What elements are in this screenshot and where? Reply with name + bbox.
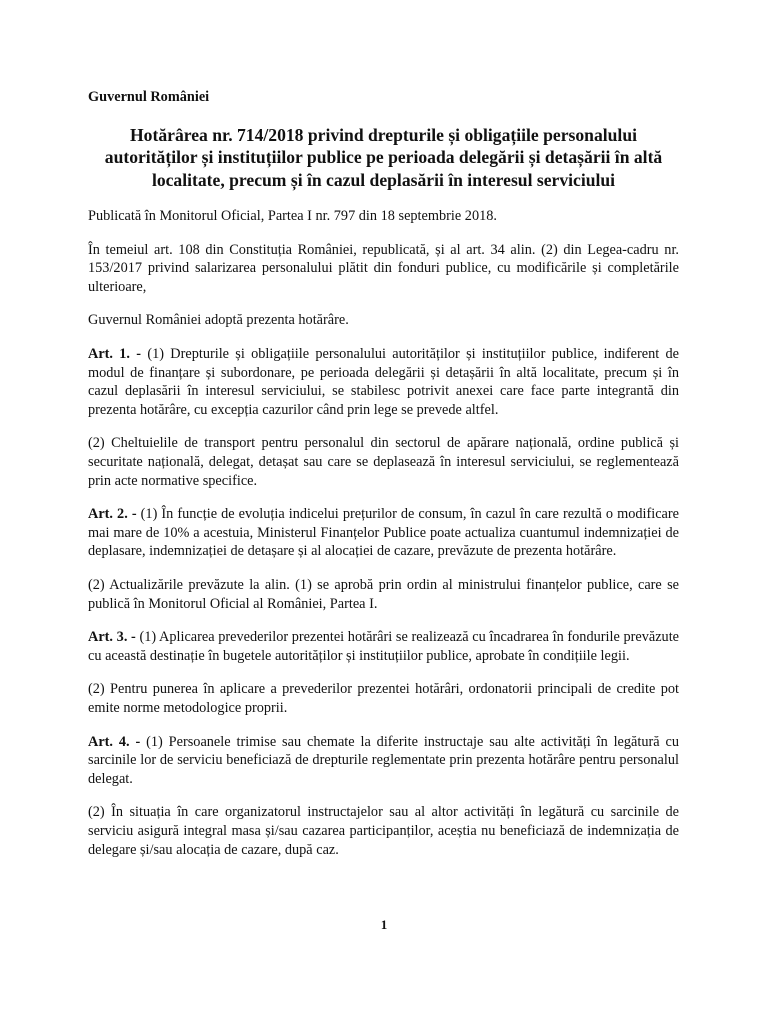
article-2-label: Art. 2. -	[88, 506, 137, 523]
article-4-paragraph-1-text: (1) Persoanele trimise sau chemate la diferite instructaje sau alte activități în legătură cu sarcinile lor de serviciu beneficiază de drepturile reglementate prin prezenta hotărâre pentru personalul delegat.	[88, 733, 679, 787]
article-1-paragraph-1	[88, 345, 679, 419]
article-3-paragraph-1-text: (1) Aplicarea prevederilor prezentei hotărâri se realizează cu încadrarea în fondurile prevăzute cu această destinație în bugetele autorităților și instituțiilor publice, aprobate în condițiile legii.	[88, 629, 680, 664]
article-1-paragraph-1-text: (1) Drepturile și obligațiile personalului autorităților și instituțiilor publice, indiferent de modul de finanțare și subordonare, pe perioada delegării și detașării în altă localitate, precum și în cazul deplasării în interesul serviciului, se stabilesc potrivit anexei care face parte integrantă din prezenta hotărâre, cu excepția cazurilor când prin lege se prevede altfel.	[88, 346, 679, 418]
article-4-label: Art. 4. -	[88, 733, 141, 750]
page-number: 1	[380, 917, 388, 932]
article-2-paragraph-1	[88, 505, 679, 561]
article-4-paragraph-1	[88, 733, 679, 789]
adoption-statement: Guvernul României adoptă prezenta hotărâre.	[88, 312, 349, 329]
article-1-paragraph-2: (2) Cheltuielile de transport pentru personalul din sectorul de apărare națională, ordine publică și securitate națională, delegat, detașat sau care se deplasează în interesul serviciului, se reglementează prin acte normative specifice.	[88, 435, 679, 489]
article-3-paragraph-2: (2) Pentru punerea în aplicare a prevederilor prezentei hotărâri, ordonatorii principali de credite pot emite norme metodologice proprii.	[88, 681, 679, 716]
document-title: Hotărârea nr. 714/2018 privind drepturile și obligațiile personalului autorităților și instituțiilor publice pe perioada delegării și detașării în altă localitate, precum și în cazul deplasării în interesul serviciului	[104, 124, 663, 190]
article-3-paragraph-1	[88, 628, 679, 665]
issuer-heading: Guvernul României	[88, 89, 210, 105]
article-2-paragraph-2: (2) Actualizările prevăzute la alin. (1) se aprobă prin ordin al ministrului finanțelor publice, care se publică în Monitorul Oficial al României, Partea I.	[88, 577, 679, 612]
article-3-label: Art. 3. -	[88, 629, 136, 646]
article-2-paragraph-1-text: (1) În funcție de evoluția indicelui prețurilor de consum, în cazul în care rezultă o modificare mai mare de 10% a acestuia, Ministerul Finanțelor Publice poate actualiza cuantumul indemnizației de deplasare, indemnizației de detașare și al alocației de cazare, prevăzute de prezenta hotărâre.	[88, 506, 680, 560]
document-page	[88, 88, 679, 874]
article-4-paragraph-2: (2) În situația în care organizatorul instructajelor sau al altor activități în legătură cu sarcinile de serviciu asigură integral masa și/sau cazarea participanților, aceștia nu beneficiază de indemnizația de delegare și/sau alocația de cazare, după caz.	[88, 804, 679, 858]
article-1-label: Art. 1. -	[88, 346, 142, 363]
preamble: În temeiul art. 108 din Constituția României, republicată, și al art. 34 alin. (2) din Legea-cadru nr. 153/2017 privind salarizarea personalului plătit din fonduri publice, cu modificările și completările ulterioare,	[88, 241, 679, 295]
publication-note: Publicată în Monitorul Oficial, Partea I nr. 797 din 18 septembrie 2018.	[88, 208, 497, 225]
